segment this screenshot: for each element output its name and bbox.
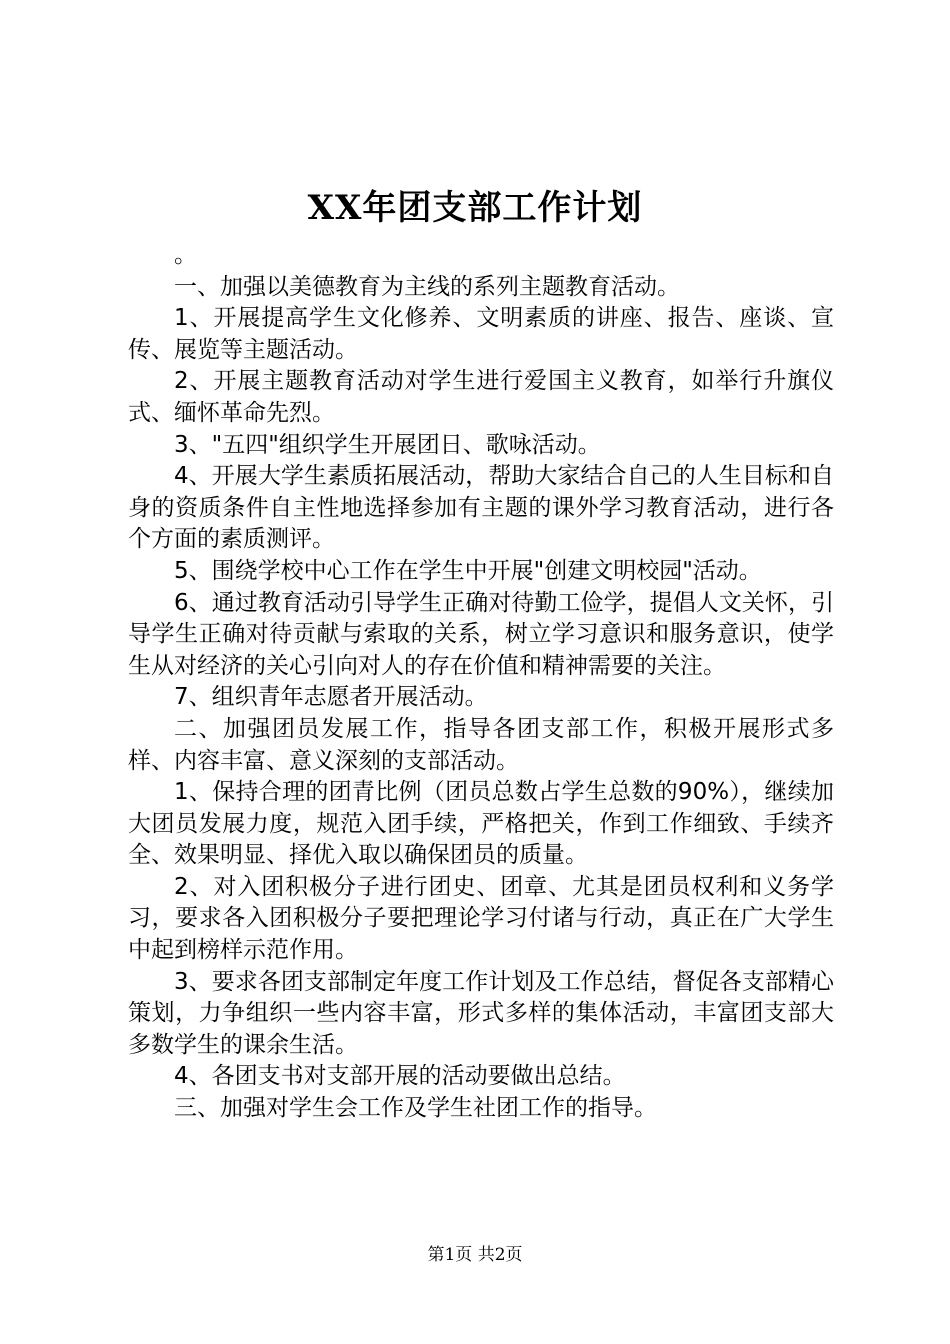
paragraph: 2、对入团积极分子进行团史、团章、尤其是团员权利和义务学习，要求各入团积极分子要把理论学习付诸与行动，真正在广大学生中起到榜样示范作用。 — [128, 873, 834, 964]
page-footer: 第1页 共2页 — [427, 1245, 523, 1265]
paragraph: 7、组织青年志愿者开展活动。 — [174, 684, 488, 711]
paragraph: 5、围绕学校中心工作在学生中开展"创建文明校园"活动。 — [174, 557, 762, 584]
paragraph: 4、各团支书对支部开展的活动要做出总结。 — [174, 1063, 626, 1090]
paragraph: 4、开展大学生素质拓展活动，帮助大家结合自己的人生目标和自身的资质条件自主性地选择参加有主题的课外学习教育活动，进行各个方面的素质测评。 — [128, 463, 834, 553]
paragraph: 一、加强以美德教育为主线的系列主题教育活动。 — [174, 273, 680, 300]
paragraph: 。 — [174, 242, 197, 268]
paragraph: 3、要求各团支部制定年度工作计划及工作总结，督促各支部精心策划，力争组织一些内容丰富，形式多样的集体活动，丰富团支部大多数学生的课余生活。 — [128, 968, 834, 1058]
paragraph: 2、开展主题教育活动对学生进行爱国主义教育，如举行升旗仪式、缅怀革命先烈。 — [128, 368, 834, 426]
paragraph: 1、开展提高学生文化修养、文明素质的讲座、报告、座谈、宣传、展览等主题活动。 — [128, 305, 834, 363]
paragraph: 6、通过教育活动引导学生正确对待勤工俭学，提倡人文关怀，引导学生正确对待贡献与索取的关系，树立学习意识和服务意识，使学生从对经济的关心引向对人的存在价值和精神需要的关注。 — [128, 589, 834, 679]
paragraph: 三、加强对学生会工作及学生社团工作的指导。 — [174, 1095, 657, 1122]
paragraph: 3、"五四"组织学生开展团日、歌咏活动。 — [174, 431, 601, 458]
paragraph: 1、保持合理的团青比例（团员总数占学生总数的90%），继续加大团员发展力度，规范入团手续，严格把关，作到工作细致、手续齐全、效果明显、择优入取以确保团员的质量。 — [128, 779, 834, 869]
paragraph: 二、加强团员发展工作，指导各团支部工作，积极开展形式多样、内容丰富、意义深刻的支部活动。 — [128, 715, 834, 774]
document-title: XX年团支部工作计划 — [307, 188, 643, 228]
document-body — [128, 240, 834, 1125]
